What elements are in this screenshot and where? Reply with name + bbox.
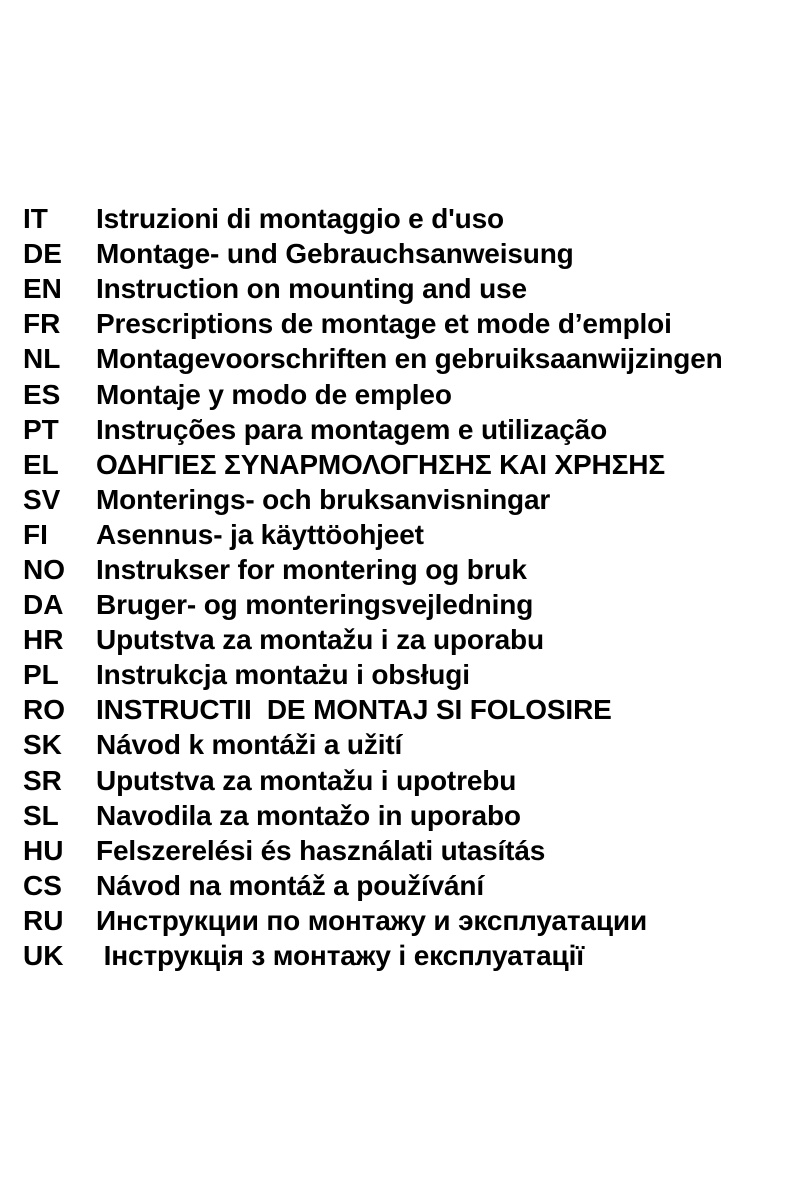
language-row-sr (23, 763, 803, 798)
language-row-hr (23, 622, 803, 657)
language-title: Uputstva za montažu i za uporabu (96, 624, 544, 656)
language-title: Felszerelési és használati utasítás (96, 834, 546, 866)
language-title: Montage- und Gebrauchsanweisung (96, 238, 574, 270)
language-title: Инструкции по монтажу и эксплуатации (96, 904, 648, 936)
language-title: Navodila za montažo in uporabo (96, 799, 521, 831)
language-row-it (23, 201, 803, 236)
language-code: SK (23, 729, 62, 761)
language-code: EL (23, 448, 59, 480)
language-code: SR (23, 764, 62, 796)
language-title: Prescriptions de montage et mode d’emploi (96, 308, 672, 340)
language-row-fr (23, 306, 803, 341)
language-title: Asennus- ja käyttöohjeet (96, 518, 424, 550)
language-title: Istruzioni di montaggio e d'uso (96, 203, 504, 235)
language-code: HU (23, 834, 64, 866)
language-code: RO (23, 694, 65, 726)
language-row-es (23, 376, 803, 411)
language-code: PL (23, 659, 59, 691)
language-code: DE (23, 238, 62, 270)
language-code: PT (23, 413, 59, 445)
language-title: Instrukcja montażu i obsługi (96, 659, 470, 691)
language-row-en (23, 271, 803, 306)
language-row-nl (23, 341, 803, 376)
language-code: ES (23, 378, 61, 410)
language-title: Monterings- och bruksanvisningar (96, 483, 551, 515)
language-row-pl (23, 657, 803, 692)
language-row-el (23, 447, 803, 482)
language-row-uk (23, 938, 803, 973)
language-list (23, 201, 803, 973)
language-title: Instruction on mounting and use (96, 273, 527, 305)
language-row-no (23, 552, 803, 587)
language-title: Instrukser for montering og bruk (96, 553, 527, 585)
language-row-hu (23, 833, 803, 868)
language-title: INSTRUCTII DE MONTAJ SI FOLOSIRE (96, 694, 612, 726)
language-row-sk (23, 727, 803, 762)
language-code: SV (23, 483, 61, 515)
language-row-sv (23, 482, 803, 517)
language-title: Návod na montáž a používání (96, 869, 485, 901)
language-row-cs (23, 868, 803, 903)
language-code: DA (23, 589, 64, 621)
language-row-sl (23, 798, 803, 833)
language-title: ΟΔΗΓΙΕΣ ΣΥΝΑΡΜΟΛΟΓΗΣΗΣ ΚΑΙ ΧΡΗΣΗΣ (96, 448, 665, 480)
language-title: Uputstva za montažu i upotrebu (96, 764, 517, 796)
language-code: UK (23, 940, 64, 972)
language-code: HR (23, 624, 64, 656)
language-title: Návod k montáži a užití (96, 729, 403, 761)
language-code: SL (23, 799, 59, 831)
language-row-ro (23, 692, 803, 727)
language-code: RU (23, 904, 64, 936)
language-row-pt (23, 412, 803, 447)
language-title: Instruções para montagem e utilização (96, 413, 608, 445)
language-title: Montaje y modo de empleo (96, 378, 452, 410)
language-code: EN (23, 273, 62, 305)
language-title: Montagevoorschriften en gebruiksaanwijzingen (96, 343, 723, 375)
language-title: Bruger- og monteringsvejledning (96, 589, 534, 621)
language-row-fi (23, 517, 803, 552)
language-row-da (23, 587, 803, 622)
language-title: Інструкція з монтажу і експлуатації (96, 940, 584, 972)
language-code: NL (23, 343, 61, 375)
language-code: IT (23, 203, 48, 235)
language-code: FI (23, 518, 48, 550)
language-code: NO (23, 553, 65, 585)
language-row-de (23, 236, 803, 271)
language-row-ru (23, 903, 803, 938)
language-code: FR (23, 308, 61, 340)
language-code: CS (23, 869, 62, 901)
